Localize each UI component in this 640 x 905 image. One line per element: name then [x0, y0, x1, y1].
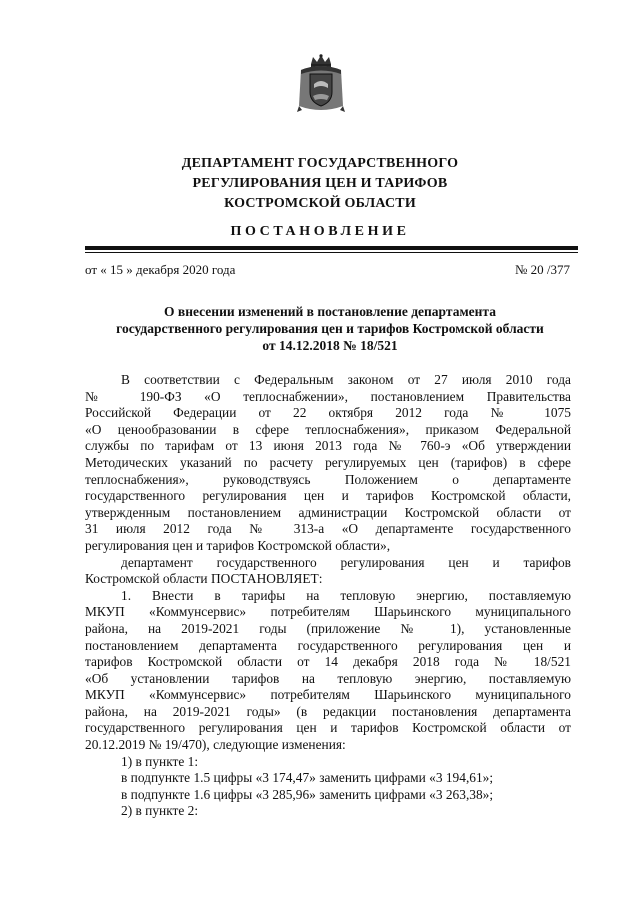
text-line: службы по тарифам от 13 июня 2013 года № 760-э «Об утверждении [85, 438, 571, 454]
text-line: Костромской области ПОСТАНОВЛЯЕТ: [85, 571, 323, 587]
list-item: в подпункте 1.5 цифры «3 174,47» заменить цифрами «3 194,61»; [121, 770, 494, 786]
text-line: Методических указаний по расчету регулируемых цен (тарифов) в сфере [85, 454, 571, 470]
change-list [85, 754, 571, 820]
text-line: утвержденным постановлением администрации Костромской области от [85, 504, 571, 520]
text-line: 20.12.2019 № 19/470), следующие изменения: [85, 737, 346, 753]
text-line: Российской Федерации от 22 октября 2012 года № 1075 [85, 405, 571, 421]
paragraph-preamble [85, 372, 571, 555]
text-line: государственного регулирования цен и тарифов Костромской области, [85, 488, 571, 504]
title-line-2: государственного регулирования цен и тарифов Костромской области [116, 321, 544, 336]
header-divider-thin [85, 252, 578, 253]
text-line: государственного регулирования цен и тарифов Костромской области от [85, 720, 571, 736]
text-line: 1. Внести в тарифы на тепловую энергию, поставляемую [121, 587, 571, 603]
header-divider-thick [85, 246, 578, 250]
paragraph-resolution [85, 555, 571, 588]
paragraph-item-1 [85, 588, 571, 754]
organization-name [0, 154, 640, 214]
document-date: от « 15 » декабря 2020 года [85, 262, 236, 277]
text-line: «Об установлении тарифов на тепловую энергию, поставляемую [85, 670, 571, 686]
text-line: регулирования цен и тарифов Костромской области», [85, 537, 391, 553]
text-line: департамент государственного регулирования цен и тарифов [121, 554, 571, 570]
document-type: ПОСТАНОВЛЕНИЕ [230, 224, 410, 239]
text-line: постановлением департамента государственного регулирования цен и [85, 637, 571, 653]
text-line: тарифов Костромской области от 14 декабря 2018 года № 18/521 [85, 654, 571, 670]
list-item: 2) в пункте 2: [121, 803, 199, 819]
text-line: МКУП «Коммунсервис» потребителям Шарьинского муниципального [85, 687, 571, 703]
text-line: МКУП «Коммунсервис» потребителям Шарьинского муниципального [85, 604, 571, 620]
org-line-3: КОСТРОМСКОЙ ОБЛАСТИ [224, 196, 416, 211]
list-item: 1) в пункте 1: [121, 753, 199, 769]
text-line: № 190-ФЗ «О теплоснабжении», постановлением Правительства [85, 388, 571, 404]
text-line: «О ценообразовании в сфере теплоснабжения», приказом Федеральной [85, 421, 571, 437]
coat-of-arms-emblem [295, 54, 347, 114]
org-line-2: РЕГУЛИРОВАНИЯ ЦЕН И ТАРИФОВ [192, 176, 448, 191]
list-item: в подпункте 1.6 цифры «3 285,96» заменить цифрами «3 263,38»; [121, 786, 494, 802]
title-line-3: от 14.12.2018 № 18/521 [262, 338, 398, 353]
text-line: теплоснабжения», руководствуясь Положением о департаменте [85, 471, 571, 487]
document-body [85, 372, 571, 820]
title-line-1: О внесении изменений в постановление департамента [164, 304, 496, 319]
text-line: района, на 2019-2021 годы (приложение № 1), установленные [85, 620, 571, 636]
text-line: В соответствии с Федеральным законом от 27 июля 2010 года [121, 372, 571, 387]
text-line: 31 июля 2012 года № 313-а «О департаменте государственного [85, 521, 571, 537]
document-number: № 20 /377 [514, 262, 570, 277]
text-line: района, на 2019-2021 годы» (в редакции постановления департамента [85, 703, 571, 719]
document-title [80, 303, 580, 354]
org-line-1: ДЕПАРТАМЕНТ ГОСУДАРСТВЕННОГО [181, 156, 459, 171]
